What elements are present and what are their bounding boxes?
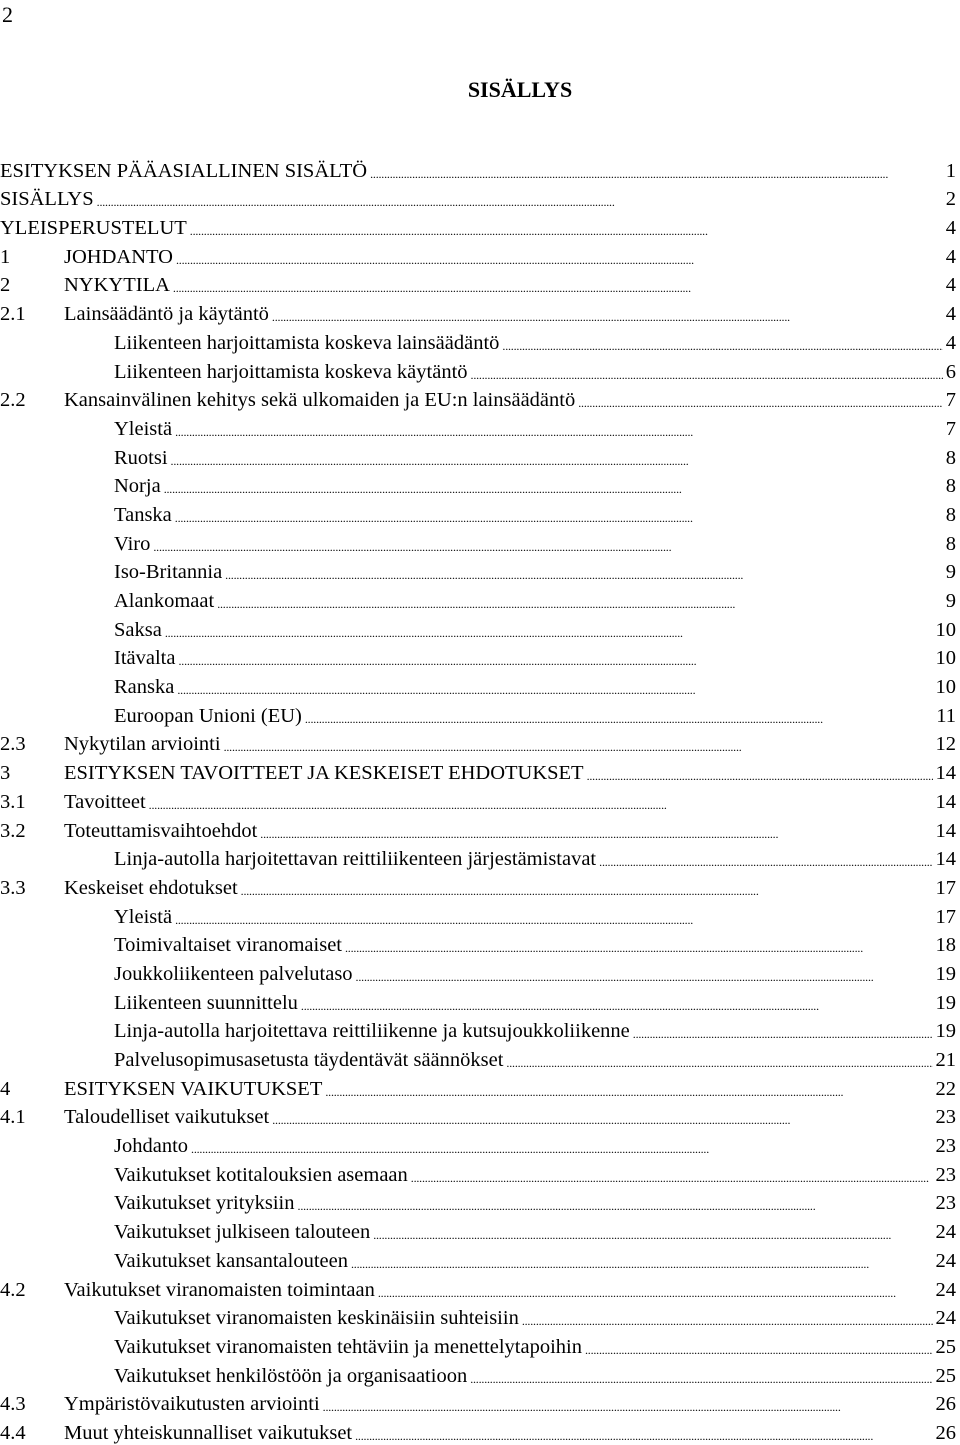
toc-entry-title: Nykytilan arviointi bbox=[64, 733, 221, 756]
toc-entry-number: 3.2 bbox=[0, 819, 26, 842]
toc-entry-title: Tavoitteet bbox=[64, 790, 146, 813]
toc-entry-line bbox=[114, 675, 956, 699]
toc-entry-title: Johdanto bbox=[114, 1135, 189, 1158]
toc-dot-leader bbox=[224, 738, 933, 756]
toc-entry-page: 24 bbox=[935, 1249, 956, 1272]
toc-dot-leader bbox=[345, 939, 933, 957]
toc-entry-line bbox=[114, 847, 956, 871]
toc-entry-page: 26 bbox=[935, 1421, 956, 1444]
toc-entry[interactable] bbox=[0, 699, 956, 728]
toc-entry-line bbox=[64, 1392, 956, 1416]
toc-entry-number: 3 bbox=[0, 762, 11, 785]
toc-entry-line bbox=[114, 1191, 956, 1215]
toc-entry-line bbox=[114, 618, 956, 642]
toc-entry-number: 4.3 bbox=[0, 1393, 26, 1416]
toc-dot-leader bbox=[502, 337, 942, 355]
toc-entry-title: Vaikutukset yrityksiin bbox=[114, 1192, 295, 1215]
toc-entry-number: 4.2 bbox=[0, 1278, 26, 1301]
toc-dot-leader bbox=[378, 1284, 933, 1302]
toc-entry-number: 4.1 bbox=[0, 1106, 26, 1129]
toc-dot-leader bbox=[633, 1025, 933, 1043]
toc-entry-line bbox=[114, 1048, 956, 1072]
toc-entry-line bbox=[114, 1364, 956, 1388]
toc-dot-leader bbox=[260, 825, 932, 843]
toc-entry[interactable] bbox=[0, 527, 956, 556]
toc-entry-title: Linja-autolla harjoitettava reittiliikenne ja kutsujoukkoliikenne bbox=[114, 1020, 630, 1043]
toc-entry-page: 19 bbox=[935, 1020, 956, 1043]
toc-entry-page: 4 bbox=[945, 274, 956, 297]
toc-entry-page: 14 bbox=[935, 790, 956, 813]
toc-entry-line bbox=[114, 905, 956, 929]
toc-dot-leader bbox=[175, 509, 943, 527]
toc-entry[interactable] bbox=[0, 1302, 956, 1331]
toc-dot-leader bbox=[578, 394, 943, 412]
toc-entry-page: 25 bbox=[935, 1335, 956, 1358]
toc-entry-title: Keskeiset ehdotukset bbox=[64, 876, 238, 899]
toc-entry[interactable] bbox=[0, 1244, 956, 1273]
toc-entry-number: 2.1 bbox=[0, 303, 26, 326]
toc-dot-leader bbox=[178, 652, 932, 670]
toc-entry-title: Yleistä bbox=[114, 905, 173, 928]
toc-dot-leader bbox=[97, 193, 943, 211]
toc-dot-leader bbox=[355, 1427, 932, 1445]
toc-entry[interactable] bbox=[0, 642, 956, 671]
toc-entry-page: 9 bbox=[945, 590, 956, 612]
toc-entry[interactable] bbox=[0, 1015, 956, 1044]
toc-entry-title: Muut yhteiskunnalliset vaikutukset bbox=[64, 1421, 353, 1444]
toc-entry-title: Toimivaltaiset viranomaiset bbox=[114, 934, 342, 957]
toc-entry-title: Liikenteen harjoittamista koskeva käytäntö bbox=[114, 360, 468, 383]
toc-entry-page: 4 bbox=[945, 303, 956, 326]
toc-entry[interactable] bbox=[0, 1330, 956, 1359]
toc-dot-leader bbox=[173, 279, 943, 297]
toc-entry-title: Ruotsi bbox=[114, 446, 168, 469]
toc-entry-title: Alankomaat bbox=[114, 590, 215, 612]
toc-entry-page: 7 bbox=[945, 417, 956, 440]
toc-entry[interactable] bbox=[0, 211, 956, 240]
toc-entry-line bbox=[0, 216, 956, 240]
toc-entry-title: Vaikutukset viranomaisten toimintaan bbox=[64, 1278, 375, 1301]
toc-dot-leader bbox=[175, 911, 932, 929]
toc-entry-title: NYKYTILA bbox=[64, 274, 170, 297]
toc-entry-title: Liikenteen harjoittamista koskeva lainsäädäntö bbox=[114, 331, 500, 354]
toc-entry-line bbox=[0, 187, 956, 211]
toc-entry[interactable] bbox=[0, 728, 956, 757]
toc-entry-line bbox=[64, 761, 956, 785]
toc-dot-leader bbox=[217, 595, 943, 613]
toc-entry-page: 23 bbox=[935, 1192, 956, 1215]
toc-entry-page: 4 bbox=[945, 245, 956, 268]
toc-dot-leader bbox=[351, 1255, 933, 1273]
toc-entry-line bbox=[114, 1249, 956, 1273]
toc-entry-number: 2.2 bbox=[0, 389, 26, 412]
toc-entry[interactable] bbox=[0, 384, 956, 413]
toc-entry-page: 10 bbox=[935, 676, 956, 699]
toc-entry-title: Kansainvälinen kehitys sekä ulkomaiden ja EU:n lainsäädäntö bbox=[64, 389, 576, 412]
toc-entry[interactable] bbox=[0, 1273, 956, 1302]
toc-entry[interactable] bbox=[0, 1129, 956, 1158]
toc-entry-page: 18 bbox=[935, 934, 956, 957]
toc-entry[interactable] bbox=[0, 1215, 956, 1244]
toc-entry-title: YLEISPERUSTELUT bbox=[0, 217, 187, 240]
toc-entry-page: 14 bbox=[935, 819, 956, 842]
toc-entry[interactable] bbox=[0, 670, 956, 699]
toc-entry-line bbox=[64, 302, 956, 326]
toc-entry-page: 25 bbox=[935, 1364, 956, 1387]
toc-dot-leader bbox=[470, 1370, 932, 1388]
toc-entry-line bbox=[114, 532, 956, 556]
toc-entry-line bbox=[114, 417, 956, 441]
toc-entry[interactable] bbox=[0, 240, 956, 269]
toc-entry-page: 22 bbox=[935, 1077, 956, 1100]
toc-dot-leader bbox=[272, 1111, 932, 1129]
toc-entry-title: Norja bbox=[114, 475, 161, 498]
toc-entry-title: Iso-Britannia bbox=[114, 561, 223, 584]
toc-dot-leader bbox=[585, 1341, 933, 1359]
toc-entry[interactable] bbox=[0, 986, 956, 1015]
toc-entry-line bbox=[64, 1105, 956, 1129]
toc-entry-page: 8 bbox=[945, 532, 956, 555]
toc-entry-number: 1 bbox=[0, 245, 11, 268]
toc-entry-number: 2.3 bbox=[0, 733, 26, 756]
toc-entry[interactable] bbox=[0, 498, 956, 527]
page-number: 2 bbox=[2, 2, 13, 27]
toc-entry-title: Lainsäädäntö ja käytäntö bbox=[64, 303, 269, 326]
toc-entry-page: 23 bbox=[935, 1135, 956, 1158]
toc-entry-line bbox=[114, 646, 956, 670]
toc-entry-line bbox=[0, 159, 956, 183]
toc-entry-line bbox=[114, 1220, 956, 1244]
toc-entry-line bbox=[114, 933, 956, 957]
toc-heading: SISÄLLYS bbox=[467, 77, 573, 102]
toc-dot-leader bbox=[356, 968, 933, 986]
toc-entry-page: 10 bbox=[935, 618, 956, 641]
toc-entry[interactable] bbox=[0, 556, 956, 585]
toc-dot-leader bbox=[599, 853, 932, 871]
toc-entry-page: 2 bbox=[945, 188, 956, 211]
toc-entry-page: 14 bbox=[935, 848, 956, 871]
toc-entry[interactable] bbox=[0, 441, 956, 470]
toc-entry-line bbox=[114, 1134, 956, 1158]
toc-entry[interactable] bbox=[0, 1416, 956, 1445]
toc-entry-title: Vaikutukset viranomaisten tehtäviin ja menettelytapoihin bbox=[114, 1335, 582, 1358]
toc-entry[interactable] bbox=[0, 584, 956, 613]
toc-dot-leader bbox=[411, 1169, 933, 1187]
toc-entry-page: 4 bbox=[945, 217, 956, 240]
toc-entry-page: 26 bbox=[935, 1393, 956, 1416]
toc-entry[interactable] bbox=[0, 183, 956, 212]
toc-entry-title: Tanska bbox=[114, 503, 172, 526]
toc-entry-page: 8 bbox=[945, 503, 956, 526]
toc-entry-line bbox=[114, 991, 956, 1015]
toc-entry-line bbox=[64, 790, 956, 814]
toc-entry-title: Euroopan Unioni (EU) bbox=[114, 704, 302, 727]
toc-entry[interactable] bbox=[0, 814, 956, 843]
toc-entry-page: 8 bbox=[945, 475, 956, 498]
toc-entry-number: 4 bbox=[0, 1077, 11, 1100]
toc-entry-line bbox=[64, 245, 956, 269]
toc-entry-page: 7 bbox=[945, 389, 956, 412]
toc-entry[interactable] bbox=[0, 1359, 956, 1388]
toc-entry-line bbox=[64, 1077, 956, 1101]
toc-list bbox=[0, 154, 956, 1445]
toc-dot-leader bbox=[171, 452, 943, 470]
toc-entry-page: 24 bbox=[935, 1221, 956, 1244]
toc-entry-page: 9 bbox=[945, 561, 956, 584]
toc-entry-title: Vaikutukset julkiseen talouteen bbox=[114, 1221, 371, 1244]
toc-entry-title: Taloudelliset vaikutukset bbox=[64, 1106, 270, 1129]
toc-entry[interactable] bbox=[0, 785, 956, 814]
toc-entry-title: Linja-autolla harjoitettavan reittiliikenteen järjestämistavat bbox=[114, 848, 597, 871]
toc-dot-leader bbox=[190, 222, 943, 240]
toc-dot-leader bbox=[506, 1054, 932, 1072]
toc-entry-line bbox=[64, 819, 956, 843]
toc-entry-title: Toteuttamisvaihtoehdot bbox=[64, 819, 258, 842]
toc-entry-page: 17 bbox=[935, 905, 956, 928]
toc-entry-title: Vaikutukset viranomaisten keskinäisiin suhteisiin bbox=[114, 1307, 519, 1330]
toc-entry-title: Vaikutukset henkilöstöön ja organisaatioon bbox=[114, 1364, 468, 1387]
toc-entry[interactable] bbox=[0, 1072, 956, 1101]
toc-entry[interactable] bbox=[0, 154, 956, 183]
toc-entry[interactable] bbox=[0, 1187, 956, 1216]
toc-entry-page: 12 bbox=[935, 733, 956, 756]
toc-dot-leader bbox=[522, 1312, 933, 1330]
toc-entry-title: JOHDANTO bbox=[64, 245, 173, 268]
toc-entry[interactable] bbox=[0, 269, 956, 298]
toc-dot-leader bbox=[191, 1140, 932, 1158]
toc-entry-title: Ranska bbox=[114, 676, 175, 699]
toc-entry-line bbox=[64, 388, 956, 412]
toc-entry[interactable] bbox=[0, 1043, 956, 1072]
toc-entry-page: 11 bbox=[936, 704, 956, 727]
toc-entry-number: 4.4 bbox=[0, 1421, 26, 1444]
toc-dot-leader bbox=[587, 767, 933, 785]
toc-entry[interactable] bbox=[0, 1388, 956, 1417]
toc-dot-leader bbox=[325, 1083, 932, 1101]
toc-dot-leader bbox=[164, 480, 943, 498]
toc-dot-leader bbox=[298, 1197, 933, 1215]
toc-dot-leader bbox=[176, 251, 943, 269]
toc-entry[interactable] bbox=[0, 900, 956, 929]
toc-dot-leader bbox=[241, 882, 933, 900]
toc-entry[interactable] bbox=[0, 871, 956, 900]
toc-entry-line bbox=[114, 1335, 956, 1359]
toc-entry-title: Vaikutukset kansantalouteen bbox=[114, 1249, 348, 1272]
toc-dot-leader bbox=[149, 796, 933, 814]
toc-dot-leader bbox=[165, 624, 933, 642]
toc-entry-title: Vaikutukset kotitalouksien asemaan bbox=[114, 1163, 408, 1186]
toc-entry-line bbox=[114, 331, 956, 355]
toc-entry-line bbox=[64, 1421, 956, 1445]
toc-entry-title: Yleistä bbox=[114, 417, 173, 440]
toc-entry-page: 23 bbox=[935, 1163, 956, 1186]
toc-entry[interactable] bbox=[0, 470, 956, 499]
toc-dot-leader bbox=[301, 997, 933, 1015]
toc-entry-line bbox=[64, 1278, 956, 1302]
toc-entry[interactable] bbox=[0, 412, 956, 441]
toc-dot-leader bbox=[175, 423, 943, 441]
toc-entry-title: Saksa bbox=[114, 618, 162, 641]
toc-dot-leader bbox=[323, 1398, 933, 1416]
toc-entry-number: 3.1 bbox=[0, 790, 26, 813]
toc-dot-leader bbox=[153, 538, 942, 556]
toc-dot-leader bbox=[225, 566, 943, 584]
toc-entry-page: 1 bbox=[945, 159, 956, 182]
toc-entry-title: ESITYKSEN TAVOITTEET JA KESKEISET EHDOTUKSET bbox=[64, 762, 584, 785]
toc-dot-leader bbox=[305, 710, 933, 728]
toc-entry-title: Palvelusopimusasetusta täydentävät säännökset bbox=[114, 1049, 504, 1071]
toc-entry[interactable] bbox=[0, 957, 956, 986]
toc-entry-line bbox=[114, 1019, 956, 1043]
toc-entry-page: 19 bbox=[935, 962, 956, 985]
toc-entry[interactable] bbox=[0, 355, 956, 384]
toc-dot-leader bbox=[373, 1226, 932, 1244]
toc-entry-title: ESITYKSEN VAIKUTUKSET bbox=[64, 1077, 323, 1100]
toc-entry[interactable] bbox=[0, 613, 956, 642]
toc-entry-line bbox=[114, 1306, 956, 1330]
toc-entry-page: 24 bbox=[935, 1307, 956, 1330]
toc-entry-line bbox=[114, 704, 956, 728]
toc-entry[interactable] bbox=[0, 843, 956, 872]
toc-dot-leader bbox=[177, 681, 932, 699]
toc-entry-page: 4 bbox=[945, 331, 956, 354]
toc-entry[interactable] bbox=[0, 1101, 956, 1130]
toc-entry-line bbox=[114, 560, 956, 584]
toc-entry-page: 19 bbox=[935, 991, 956, 1014]
toc-entry-line bbox=[114, 503, 956, 527]
toc-entry-line bbox=[114, 1163, 956, 1187]
toc-entry-number: 3.3 bbox=[0, 876, 26, 899]
toc-entry[interactable] bbox=[0, 929, 956, 958]
toc-entry-line bbox=[114, 360, 956, 384]
toc-entry-number: 2 bbox=[0, 274, 11, 297]
toc-dot-leader bbox=[370, 165, 943, 183]
toc-entry-line bbox=[64, 273, 956, 297]
toc-entry-title: ESITYKSEN PÄÄASIALLINEN SISÄLTÖ bbox=[0, 159, 368, 182]
toc-entry-page: 6 bbox=[945, 360, 956, 383]
toc-entry-title: Ympäristövaikutusten arviointi bbox=[64, 1393, 320, 1416]
toc-entry-title: SISÄLLYS bbox=[0, 188, 94, 211]
toc-entry-title: Joukkoliikenteen palvelutaso bbox=[114, 962, 353, 985]
toc-entry-line bbox=[114, 962, 956, 986]
toc-entry[interactable] bbox=[0, 1158, 956, 1187]
toc-entry-page: 17 bbox=[935, 876, 956, 899]
toc-entry[interactable] bbox=[0, 756, 956, 785]
toc-entry-title: Liikenteen suunnittelu bbox=[114, 991, 298, 1014]
toc-entry-page: 8 bbox=[945, 446, 956, 469]
toc-entry-page: 14 bbox=[935, 762, 956, 785]
toc-entry-page: 24 bbox=[935, 1278, 956, 1301]
toc-entry-line bbox=[64, 876, 956, 900]
toc-entry-title: Viro bbox=[114, 532, 151, 555]
toc-entry-page: 23 bbox=[935, 1106, 956, 1129]
toc-entry-line bbox=[64, 732, 956, 756]
toc-entry[interactable] bbox=[0, 326, 956, 355]
toc-entry-page: 10 bbox=[935, 647, 956, 670]
toc-dot-leader bbox=[471, 366, 943, 384]
toc-entry-line bbox=[114, 589, 956, 613]
toc-entry[interactable] bbox=[0, 297, 956, 326]
toc-dot-leader bbox=[272, 308, 943, 326]
toc-entry-page: 21 bbox=[935, 1049, 956, 1071]
toc-entry-line bbox=[114, 474, 956, 498]
toc-entry-line bbox=[114, 446, 956, 470]
toc-entry-title: Itävalta bbox=[114, 647, 176, 670]
